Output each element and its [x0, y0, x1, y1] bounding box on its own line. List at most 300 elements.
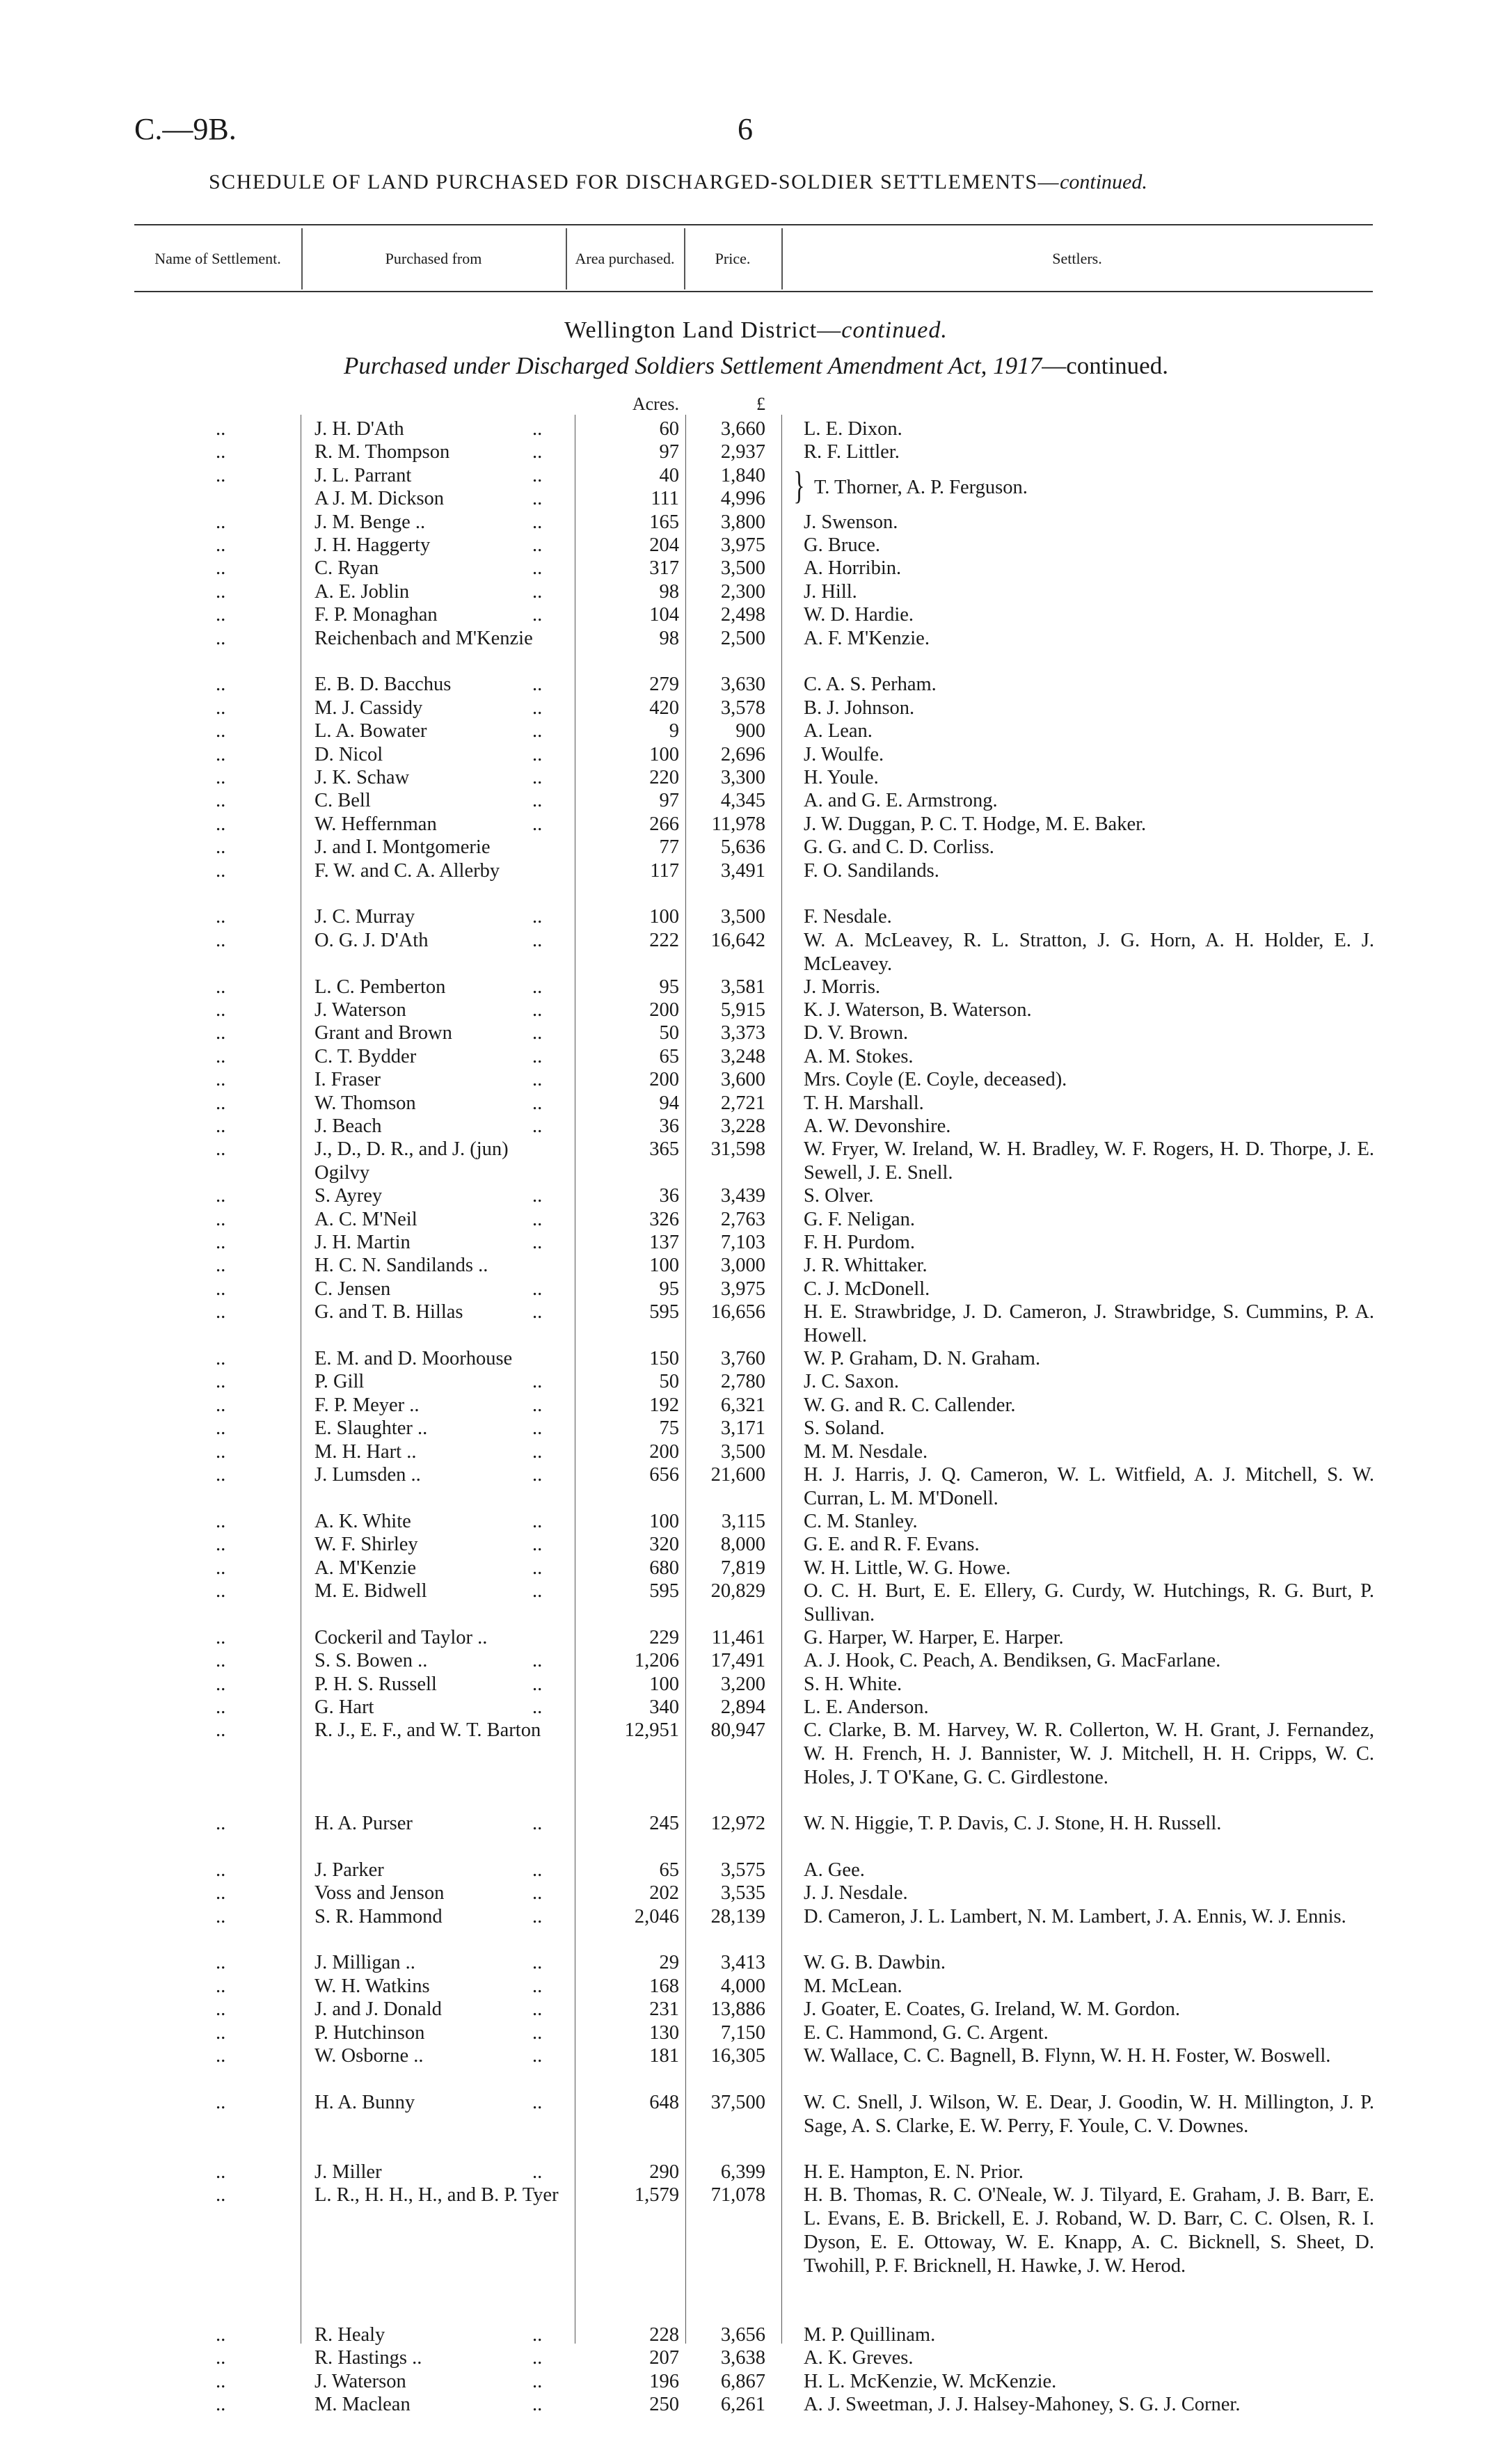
- price-value: 2,696: [720, 743, 765, 765]
- table-divider: [685, 415, 686, 2344]
- acres-value: 420: [649, 697, 679, 719]
- leader-dots: ..: [216, 2184, 226, 2206]
- price-value: 2,763: [720, 1208, 765, 1230]
- leader-dots: ..: [532, 2394, 543, 2415]
- settlers-list: A. Gee.: [804, 1859, 865, 1881]
- settlers-list: A. K. Greves.: [804, 2347, 914, 2369]
- price-value: 3,581: [720, 976, 765, 998]
- seller-name: Grant and Brown: [315, 1022, 452, 1044]
- seller-name: M. Maclean: [315, 2394, 411, 2415]
- leader-dots: ..: [532, 976, 543, 998]
- leader-dots: ..: [532, 1394, 543, 1416]
- leader-dots: ..: [532, 1440, 543, 1463]
- price-value: 3,373: [720, 1022, 765, 1044]
- leader-dots: ..: [216, 1813, 226, 1834]
- leader-dots: ..: [532, 674, 543, 696]
- seller-name: C. Bell: [315, 790, 371, 812]
- leader-dots: ..: [216, 1185, 226, 1207]
- seller-name: I. Fraser: [315, 1069, 381, 1091]
- acres-value: 365: [649, 1138, 679, 1161]
- acres-value: 595: [649, 1580, 679, 1602]
- leader-dots: ..: [532, 1882, 543, 1905]
- leader-dots: ..: [216, 2394, 226, 2415]
- price-value: 80,947: [710, 1719, 765, 1742]
- acres-value: 200: [649, 999, 679, 1021]
- seller-name: S. R. Hammond: [315, 1905, 443, 1927]
- price-value: 3,535: [720, 1882, 765, 1905]
- price-value: 16,656: [710, 1301, 765, 1323]
- pound-unit-label: £: [756, 394, 765, 414]
- acres-value: 680: [649, 1557, 679, 1579]
- acres-value: 326: [649, 1208, 679, 1230]
- seller-name: G. Hart: [315, 1696, 374, 1718]
- price-value: 28,139: [710, 1905, 765, 1927]
- seller-name: J. and I. Montgomerie: [315, 836, 491, 859]
- seller-name: P. H. S. Russell: [315, 1673, 437, 1695]
- price-value: 2,721: [720, 1092, 765, 1114]
- leader-dots: ..: [216, 2045, 226, 2067]
- seller-name: E. M. and D. Moorhouse: [315, 1348, 513, 1369]
- price-value: 3,248: [720, 1045, 765, 1067]
- acres-value: 320: [649, 1534, 679, 1556]
- act-heading: [0, 352, 1512, 380]
- leader-dots: ..: [532, 1975, 543, 1997]
- leader-dots: ..: [216, 697, 226, 719]
- seller-name: E. B. D. Bacchus: [315, 674, 452, 696]
- price-value: 3,500: [720, 1440, 765, 1463]
- price-value: 4,345: [720, 790, 765, 812]
- settlers-list: C. M. Stanley.: [804, 1510, 918, 1532]
- col-header-name: Name of Settlement.: [154, 250, 281, 267]
- seller-name: J. Miller: [315, 2161, 382, 2183]
- leader-dots: ..: [216, 1650, 226, 1672]
- price-value: 5,636: [720, 836, 765, 859]
- settlers-list: H. E. Strawbridge, J. D. Cameron, J. Strawbridge, S. Cummins, P. A. Howell.: [804, 1301, 1374, 1347]
- settlers-list: C. Clarke, B. M. Harvey, W. R. Collerton, W. H. Grant, J. Fernandez, W. H. French, H. J. Bannister, W. J. Mitchell, H. H. Cripps, W. C. Holes, J. T O'Kane, G. C. Girdlestone.: [804, 1719, 1374, 1789]
- seller-name: J. Waterson: [315, 2370, 406, 2392]
- seller-name: G. and T. B. Hillas: [315, 1301, 463, 1323]
- price-value: 8,000: [720, 1534, 765, 1556]
- price-value: 3,760: [720, 1348, 765, 1369]
- leader-dots: ..: [532, 464, 543, 486]
- settlers-list: A. J. Hook, C. Peach, A. Bendiksen, G. MacFarlane.: [804, 1650, 1221, 1672]
- seller-name: J. H. Haggerty: [315, 534, 431, 556]
- leader-dots: ..: [532, 813, 543, 835]
- seller-name: D. Nicol: [315, 743, 383, 765]
- leader-dots: ..: [532, 1952, 543, 1974]
- col-header-price: Price.: [715, 250, 751, 267]
- price-value: 3,800: [720, 511, 765, 533]
- acres-value: 204: [649, 534, 679, 556]
- leader-dots: ..: [216, 1394, 226, 1416]
- settlers-list: J. Swenson.: [804, 511, 898, 533]
- price-value: 2,937: [720, 441, 765, 463]
- acres-value: 220: [649, 767, 679, 788]
- price-value: 1,840: [720, 464, 765, 486]
- leader-dots: ..: [532, 1069, 543, 1091]
- seller-name: L. C. Pemberton: [315, 976, 446, 998]
- leader-dots: ..: [216, 557, 226, 580]
- leader-dots: ..: [216, 1534, 226, 1556]
- leader-dots: ..: [532, 1905, 543, 1927]
- leader-dots: ..: [532, 2021, 543, 2044]
- leader-dots: ..: [532, 1813, 543, 1834]
- leader-dots: ..: [216, 1557, 226, 1579]
- leader-dots: ..: [532, 1232, 543, 1253]
- seller-name: W. F. Shirley: [315, 1534, 418, 1556]
- settlers-list: A. Lean.: [804, 720, 873, 742]
- settlers-list: W. G. B. Dawbin.: [804, 1952, 946, 1974]
- acres-value: 104: [649, 604, 679, 626]
- settlers-list: A. Horribin.: [804, 557, 902, 580]
- leader-dots: ..: [532, 999, 543, 1021]
- settlers-list: D. Cameron, J. L. Lambert, N. M. Lambert, J. A. Ennis, W. J. Ennis.: [804, 1905, 1346, 1927]
- leader-dots: ..: [532, 557, 543, 580]
- leader-dots: ..: [216, 929, 226, 951]
- leader-dots: ..: [532, 1417, 543, 1440]
- price-value: 3,413: [720, 1952, 765, 1974]
- leader-dots: ..: [216, 2091, 226, 2113]
- price-value: 3,600: [720, 1069, 765, 1091]
- seller-name: J. Parker: [315, 1859, 384, 1881]
- seller-name: M. E. Bidwell: [315, 1580, 427, 1602]
- leader-dots: ..: [532, 441, 543, 463]
- leader-dots: ..: [216, 813, 226, 835]
- acres-value: 36: [659, 1185, 679, 1207]
- act-name: Purchased under Discharged Soldiers Settlement Amendment Act, 1917: [344, 352, 1042, 379]
- settlers-list: C. J. McDonell.: [804, 1278, 930, 1300]
- leader-dots: ..: [216, 720, 226, 742]
- price-value: 3,171: [720, 1417, 765, 1440]
- leader-dots: ..: [216, 580, 226, 603]
- leader-dots: ..: [532, 1371, 543, 1393]
- acres-value: 317: [649, 557, 679, 580]
- leader-dots: ..: [216, 1232, 226, 1253]
- price-value: 7,103: [720, 1232, 765, 1253]
- leader-dots: ..: [216, 1905, 226, 1927]
- seller-name: J. Beach: [315, 1115, 382, 1137]
- seller-name: J., D., D. R., and J. (jun) Ogilvy: [315, 1138, 509, 1184]
- district-continued: continued.: [841, 317, 948, 343]
- settlers-list: F. O. Sandilands.: [804, 859, 939, 882]
- leader-dots: ..: [532, 1115, 543, 1137]
- price-value: 4,996: [720, 488, 765, 510]
- price-value: 12,972: [710, 1813, 765, 1834]
- seller-name: R. Hastings ..: [315, 2347, 422, 2369]
- price-value: 3,638: [720, 2347, 765, 2369]
- acres-value: 656: [649, 1464, 679, 1486]
- price-value: 3,300: [720, 767, 765, 788]
- leader-dots: ..: [532, 1650, 543, 1672]
- leader-dots: ..: [532, 1510, 543, 1532]
- price-value: 3,975: [720, 1278, 765, 1300]
- seller-name: Cockeril and Taylor ..: [315, 1626, 488, 1648]
- seller-name: W. H. Watkins: [315, 1975, 430, 1997]
- price-value: 2,300: [720, 580, 765, 603]
- settlers-list: A. M. Stokes.: [804, 1045, 914, 1067]
- acres-value: 29: [659, 1952, 679, 1974]
- seller-name: S. Ayrey: [315, 1185, 383, 1207]
- seller-name: J. Lumsden ..: [315, 1464, 421, 1486]
- seller-name: E. Slaughter ..: [315, 1417, 428, 1440]
- settlers-list: A. W. Devonshire.: [804, 1115, 951, 1137]
- table-divider: [781, 415, 782, 2344]
- settlers-list: J. Goater, E. Coates, G. Ireland, W. M. Gordon.: [804, 1998, 1181, 2021]
- acres-value: 340: [649, 1696, 679, 1718]
- leader-dots: ..: [216, 1417, 226, 1440]
- district-heading: [0, 317, 1512, 344]
- settlers-list: C. A. S. Perham.: [804, 674, 937, 696]
- settlers-list: L. E. Dixon.: [804, 418, 902, 440]
- acres-value: 130: [649, 2021, 679, 2044]
- leader-dots: ..: [216, 1371, 226, 1393]
- seller-name: F. P. Monaghan: [315, 604, 438, 626]
- leader-dots: ..: [216, 1278, 226, 1300]
- settlers-list: W. P. Graham, D. N. Graham.: [804, 1348, 1041, 1369]
- settlers-list: R. F. Littler.: [804, 441, 900, 463]
- acres-value: 94: [659, 1092, 679, 1114]
- leader-dots: ..: [532, 1859, 543, 1881]
- seller-name: H. A. Bunny: [315, 2091, 415, 2113]
- settlers-list: S. Olver.: [804, 1185, 874, 1207]
- price-value: 3,491: [720, 859, 765, 882]
- settlers-list: O. C. H. Burt, E. E. Ellery, G. Curdy, W. Hutchings, R. G. Burt, P. Sullivan.: [804, 1580, 1374, 1625]
- price-value: 5,915: [720, 999, 765, 1021]
- leader-dots: ..: [216, 1022, 226, 1044]
- seller-name: J. H. Martin: [315, 1232, 411, 1253]
- seller-name: Reichenbach and M'Kenzie: [315, 627, 533, 649]
- price-value: 6,867: [720, 2370, 765, 2392]
- acres-value: 100: [649, 1510, 679, 1532]
- settlers-list: W. N. Higgie, T. P. Davis, C. J. Stone, H. H. Russell.: [804, 1813, 1222, 1834]
- acres-value: 98: [659, 580, 679, 603]
- seller-name: Voss and Jenson: [315, 1882, 445, 1905]
- leader-dots: ..: [216, 999, 226, 1021]
- settlers-list: W. H. Little, W. G. Howe.: [804, 1557, 1011, 1579]
- price-value: 11,978: [711, 813, 765, 835]
- acres-value: 100: [649, 1673, 679, 1695]
- seller-name: J. H. D'Ath: [315, 418, 404, 440]
- leader-dots: ..: [216, 441, 226, 463]
- leader-dots: ..: [532, 720, 543, 742]
- acres-value: 200: [649, 1440, 679, 1463]
- acres-value: 100: [649, 743, 679, 765]
- acres-value: 12,951: [624, 1719, 679, 1742]
- price-value: 7,819: [720, 1557, 765, 1579]
- acres-value: 98: [659, 627, 679, 649]
- acres-value: 231: [649, 1998, 679, 2021]
- price-value: 11,461: [711, 1626, 765, 1648]
- leader-dots: ..: [216, 1696, 226, 1718]
- leader-dots: ..: [216, 1045, 226, 1067]
- leader-dots: ..: [216, 511, 226, 533]
- leader-dots: ..: [216, 1859, 226, 1881]
- leader-dots: ..: [532, 1696, 543, 1718]
- leader-dots: ..: [216, 1092, 226, 1114]
- leader-dots: ..: [532, 929, 543, 951]
- price-value: 6,261: [720, 2394, 765, 2415]
- leader-dots: ..: [216, 1138, 226, 1161]
- settlers-list: G. Harper, W. Harper, E. Harper.: [804, 1626, 1064, 1648]
- seller-name: S. S. Bowen ..: [315, 1650, 428, 1672]
- acres-value: 65: [659, 1859, 679, 1881]
- leader-dots: ..: [532, 906, 543, 928]
- acres-value: 117: [650, 859, 679, 882]
- settlers-list: K. J. Waterson, B. Waterson.: [804, 999, 1032, 1021]
- acres-value: 97: [659, 790, 679, 812]
- settlers-list: H. J. Harris, J. Q. Cameron, W. L. Witfield, A. J. Mitchell, S. W. Curran, L. M. M'Donell.: [804, 1464, 1374, 1509]
- leader-dots: ..: [532, 2347, 543, 2369]
- settlers-list: B. J. Johnson.: [804, 697, 915, 719]
- leader-dots: ..: [216, 790, 226, 812]
- price-value: 3,228: [720, 1115, 765, 1137]
- leader-dots: ..: [532, 767, 543, 788]
- leader-dots: ..: [216, 1255, 226, 1277]
- settlers-list: J. R. Whittaker.: [804, 1255, 928, 1277]
- price-value: 3,115: [721, 1510, 765, 1532]
- acres-value: 40: [659, 464, 679, 486]
- leader-dots: ..: [216, 1069, 226, 1091]
- col-header-area: Area purchased.: [575, 250, 675, 267]
- seller-name: H. A. Purser: [315, 1813, 413, 1834]
- price-value: 37,500: [710, 2091, 765, 2113]
- leader-dots: ..: [216, 1301, 226, 1323]
- leader-dots: ..: [216, 2021, 226, 2044]
- acres-value: 222: [649, 929, 679, 951]
- act-continued: —continued.: [1042, 352, 1168, 379]
- price-value: 3,975: [720, 534, 765, 556]
- leader-dots: ..: [532, 2161, 543, 2183]
- leader-dots: ..: [216, 1348, 226, 1369]
- leader-dots: ..: [532, 1673, 543, 1695]
- leader-dots: ..: [216, 2323, 226, 2346]
- settlers-list: J. Woulfe.: [804, 743, 884, 765]
- settlers-list: W. D. Hardie.: [804, 604, 914, 626]
- leader-dots: ..: [216, 1464, 226, 1486]
- acres-value: 648: [649, 2091, 679, 2113]
- leader-dots: ..: [216, 534, 226, 556]
- seller-name: J. L. Parrant: [315, 464, 412, 486]
- acres-value: 100: [649, 1255, 679, 1277]
- acres-value: 97: [659, 441, 679, 463]
- seller-name: W. Thomson: [315, 1092, 416, 1114]
- acres-value: 229: [649, 1626, 679, 1648]
- price-value: 4,000: [720, 1975, 765, 1997]
- seller-name: A. K. White: [315, 1510, 411, 1532]
- acres-value: 9: [669, 720, 679, 742]
- price-value: 3,500: [720, 906, 765, 928]
- seller-name: A J. M. Dickson: [315, 488, 445, 510]
- settlers-list: G. E. and R. F. Evans.: [804, 1534, 980, 1556]
- seller-name: O. G. J. D'Ath: [315, 929, 429, 951]
- acres-value: 168: [649, 1975, 679, 1997]
- schedule-title-main: SCHEDULE OF LAND PURCHASED FOR DISCHARGED-SOLDIER SETTLEMENTS—: [209, 170, 1060, 193]
- price-value: 17,491: [710, 1650, 765, 1672]
- acres-value: 192: [649, 1394, 679, 1416]
- seller-name: P. Gill: [315, 1371, 365, 1393]
- leader-dots: ..: [532, 2091, 543, 2113]
- district-name: Wellington Land District—: [564, 317, 842, 343]
- price-value: 71,078: [710, 2184, 765, 2206]
- leader-dots: ..: [216, 1580, 226, 1602]
- leader-dots: ..: [216, 1998, 226, 2021]
- leader-dots: ..: [532, 1022, 543, 1044]
- col-header-settlers: Settlers.: [1052, 250, 1102, 267]
- settlers-list: W. G. and R. C. Callender.: [804, 1394, 1016, 1416]
- leader-dots: ..: [216, 976, 226, 998]
- price-value: 31,598: [710, 1138, 765, 1161]
- acres-value: 202: [649, 1882, 679, 1905]
- header-bottom-rule: [134, 291, 1373, 292]
- settlers-list: D. V. Brown.: [804, 1022, 909, 1044]
- leader-dots: ..: [216, 464, 226, 486]
- leader-dots: ..: [216, 859, 226, 882]
- leader-dots: ..: [532, 1045, 543, 1067]
- settlers-list: G. F. Neligan.: [804, 1208, 915, 1230]
- settlers-list: W. Fryer, W. Ireland, W. H. Bradley, W. F. Rogers, H. D. Thorpe, J. E. Sewell, J. E. Snell.: [804, 1138, 1374, 1184]
- acres-value: 266: [649, 813, 679, 835]
- price-value: 3,578: [720, 697, 765, 719]
- leader-dots: ..: [532, 1580, 543, 1602]
- acres-value: 65: [659, 1045, 679, 1067]
- settlers-list: A. F. M'Kenzie.: [804, 627, 930, 649]
- settlers-list: H. E. Hampton, E. N. Prior.: [804, 2161, 1024, 2183]
- price-value: 6,399: [720, 2161, 765, 2183]
- price-value: 2,894: [720, 1696, 765, 1718]
- settlers-list: W. C. Snell, J. Wilson, W. E. Dear, J. Goodin, W. H. Millington, J. P. Sage, A. S. Clarke, E. W. Perry, F. Youle, C. V. Downes.: [804, 2091, 1374, 2137]
- document-reference: C.—9B.: [134, 112, 237, 146]
- price-value: 6,321: [720, 1394, 765, 1416]
- acres-value: 36: [659, 1115, 679, 1137]
- seller-name: R. M. Thompson: [315, 441, 450, 463]
- leader-dots: ..: [532, 1185, 543, 1207]
- acres-value: 1,579: [634, 2184, 679, 2206]
- leader-dots: ..: [216, 1115, 226, 1137]
- settlers-list: G. Bruce.: [804, 534, 881, 556]
- acres-value: 207: [649, 2347, 679, 2369]
- seller-name: A. E. Joblin: [315, 580, 410, 603]
- seller-name: F. W. and C. A. Allerby: [315, 859, 500, 882]
- seller-name: W. Heffernman: [315, 813, 437, 835]
- brace-mark: }: [793, 463, 805, 507]
- settlers-list: E. C. Hammond, G. C. Argent.: [804, 2021, 1049, 2044]
- acres-value: 228: [649, 2323, 679, 2346]
- acres-value: 95: [659, 1278, 679, 1300]
- price-value: 3,439: [720, 1185, 765, 1207]
- settlers-list: W. Wallace, C. C. Bagnell, B. Flynn, W. H. H. Foster, W. Boswell.: [804, 2045, 1331, 2067]
- seller-name: J. M. Benge ..: [315, 511, 426, 533]
- leader-dots: ..: [216, 1952, 226, 1974]
- price-value: 900: [735, 720, 765, 742]
- leader-dots: ..: [216, 2347, 226, 2369]
- acres-value: 595: [649, 1301, 679, 1323]
- leader-dots: ..: [532, 2370, 543, 2392]
- seller-name: J. Milligan ..: [315, 1952, 415, 1974]
- leader-dots: ..: [532, 1998, 543, 2021]
- leader-dots: ..: [216, 1975, 226, 1997]
- leader-dots: ..: [216, 1719, 226, 1742]
- settlers-list: A. and G. E. Armstrong.: [804, 790, 998, 812]
- leader-dots: ..: [216, 604, 226, 626]
- leader-dots: ..: [532, 2045, 543, 2067]
- leader-dots: ..: [216, 767, 226, 788]
- price-value: 2,500: [720, 627, 765, 649]
- seller-name: R. J., E. F., and W. T. Barton: [315, 1719, 541, 1742]
- leader-dots: ..: [532, 534, 543, 556]
- settlers-list: M. McLean.: [804, 1975, 902, 1997]
- seller-name: M. J. Cassidy: [315, 697, 423, 719]
- seller-name: L. A. Bowater: [315, 720, 427, 742]
